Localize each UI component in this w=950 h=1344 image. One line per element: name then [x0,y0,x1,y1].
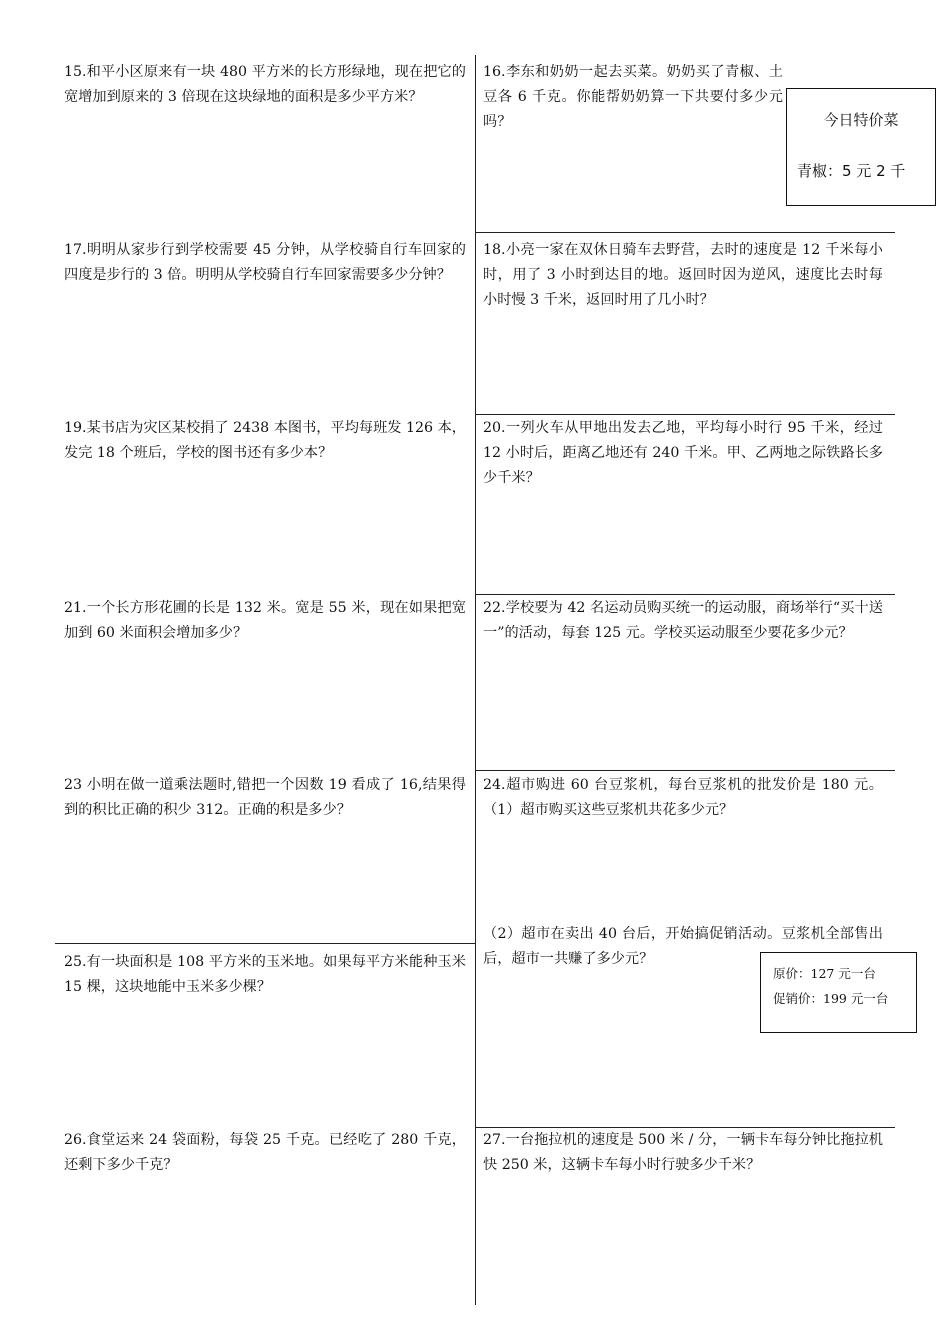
row-divider [475,594,895,595]
question-15: 15.和平小区原来有一块 480 平方米的长方形绿地，现在把它的宽增加到原来的 3 倍现在这块绿地的面积是多少平方米？ [64,64,466,105]
question-24-part1: 24.超市购进 60 台豆浆机，每台豆浆机的批发价是 180 元。（1）超市购买这些豆浆机共花多少元？ [483,777,883,818]
row-divider [475,770,895,771]
original-price: 原价：127 元一台 [773,966,876,981]
special-box-item: 青椒：5 元 2 千 [797,162,906,180]
question-20: 20.一列火车从甲地出发去乙地，平均每小时行 95 千米，经过 12 小时后，距离乙地还有 240 千米。甲、乙两地之际铁路长多少千米？ [483,420,883,486]
question-23: 23 小明在做一道乘法题时,错把一个因数 19 看成了 16,结果得到的积比正确的积少 312。正确的积是多少？ [64,777,466,818]
question-18: 18.小亮一家在双休日骑车去野营，去时的速度是 12 千米每小时，用了 3 小时到达目的地。返回时因为逆风，速度比去时每小时慢 3 千米，返回时用了几小时？ [483,242,883,308]
question-22: 22.学校要为 42 名运动员购买统一的运动服，商场举行“买十送一”的活动，每套 125 元。学校买运动服至少要花多少元？ [483,600,883,641]
question-27: 27.一台拖拉机的速度是 500 米 / 分，一辆卡车每分钟比拖拉机快 250 米，这辆卡车每小时行驶多少千米？ [483,1132,883,1173]
special-price-box [786,88,936,206]
question-16: 16.李东和奶奶一起去买菜。奶奶买了青椒、土豆各 6 千克。你能帮奶奶算一下共要付多少元吗？ [483,64,783,130]
special-box-title: 今日特价菜 [823,111,899,129]
row-divider [55,943,475,944]
question-24-part2: （2）超市在卖出 40 台后，开始搞促销活动。豆浆机全部售出后，超市一共赚了多少元？ [483,926,883,967]
question-25: 25.有一块面积是 108 平方米的玉米地。如果每平方米能种玉米 15 棵，这块地能中玉米多少棵？ [64,954,466,995]
question-19: 19.某书店为灾区某校捐了 2438 本图书，平均每班发 126 本，发完 18 个班后，学校的图书还有多少本？ [64,420,466,461]
price-box [760,952,917,1033]
question-26: 26.食堂运来 24 袋面粉，每袋 25 千克。已经吃了 280 千克，还剩下多少千克？ [64,1132,466,1173]
promo-price: 促销价：199 元一台 [773,991,889,1006]
column-divider [475,55,476,1305]
row-divider [475,414,895,415]
question-17: 17.明明从家步行到学校需要 45 分钟，从学校骑自行车回家的四度是步行的 3 倍。明明从学校骑自行车回家需要多少分钟？ [64,242,466,283]
question-21: 21.一个长方形花圃的长是 132 米。宽是 55 米，现在如果把宽加到 60 米面积会增加多少？ [64,600,466,641]
row-divider [475,232,895,233]
